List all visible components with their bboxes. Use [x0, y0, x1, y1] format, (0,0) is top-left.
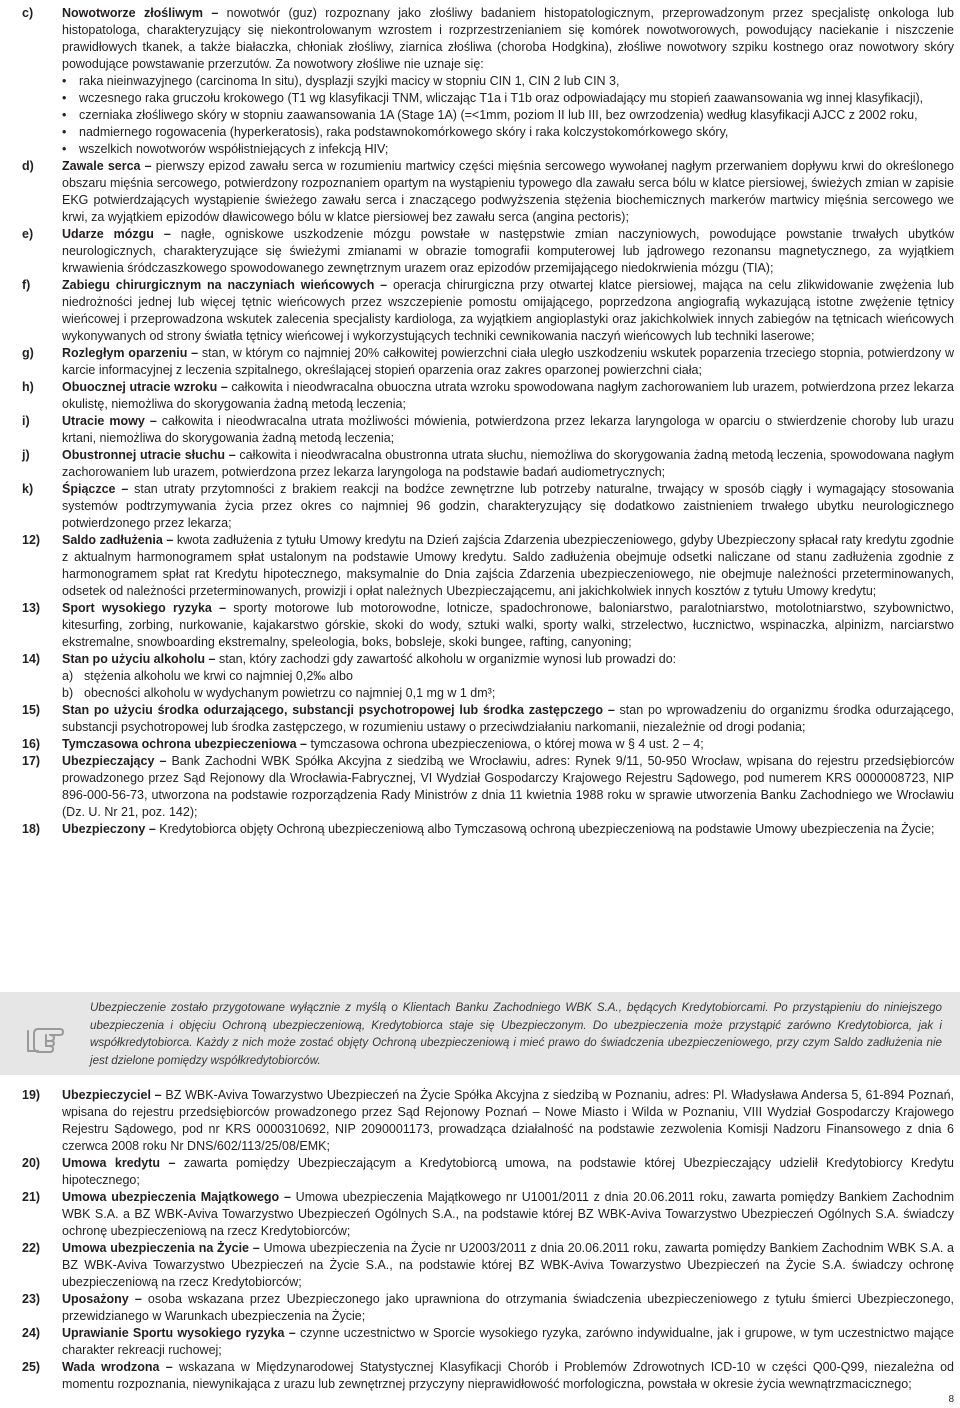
page-number: 8	[948, 1394, 954, 1405]
definition-13: 13) Sport wysokiego ryzyka – sporty motorowe lub motorowodne, lotnicze, spadochronowe, baloniarstwo, paralotniarstwo, motolotniarstwo, szybownictwo, kitesurfing, zorbing, nurkowanie, kajakarstwo górskie, skoki do wody, sztuki walki, sporty walki, strzelectwo, łucznictwo, wspinaczka, alpinizm, narciarstwo ekstremalne, snowboarding ekstremalny, speleologia, boks, bobsleje, skoki bungee, rafting, canyoning;	[22, 601, 954, 649]
definition-e: e) Udarze mózgu – nagłe, ogniskowe uszkodzenie mózgu powstałe w następstwie zmian naczyniowych, powodujące powstanie trwałych ubytków neurologicznych, charakteryzujące się świeżymi zmianami w obrazie tomografii komputerowej lub jądrowego rezonansu magnetycznego, za wyjątkiem krwawienia śródczaszkowego spowodowanego zewnętrznym urazem oraz epizodów przemijającego niedokrwienia mózgu (TIA);	[22, 227, 954, 275]
definition-12: 12) Saldo zadłużenia – kwota zadłużenia z tytułu Umowy kredytu na Dzień zajścia Zdarzenia ubezpieczeniowego, gdyby Ubezpieczony spłacał raty kredytu zgodnie z aktualnym harmonogramem spłat ustalonym na podstawie Umowy kredytu. Saldo zadłużenia obejmuje odsetki naliczane od stanu zadłużenia zgodnie z harmonogramem spłat rat Kredytu hipotecznego, maksymalnie do Dnia zajścia Zdarzenia ubezpieczeniowego, nie obejmuje należności przeterminowanych, odsetek od należności przeterminowanych, prowizji i opłat należnych Ubezpieczającemu, ani jakichkolwiek innych kosztów z tytułu Umowy kredytu;	[22, 533, 954, 598]
definition-22: 22) Umowa ubezpieczenia na Życie – Umowa ubezpieczenia na Życie nr U2003/2011 z dnia 20.06.2011 roku, zawarta pomiędzy Bankiem Zachodnim WBK S.A. a BZ WBK-Aviva Towarzystwo Ubezpieczeń na Życie S.A., na podstawie której BZ WBK-Aviva Towarzystwo Ubezpieczeń na Życie S.A. świadczy ochronę ubezpieczeniową na rzecz Kredytobiorców;	[22, 1241, 954, 1289]
definition-24: 24) Uprawianie Sportu wysokiego ryzyka – czynne uczestnictwo w Sporcie wysokiego ryzyka, zarówno indywidualne, jak i grupowe, w tym uczestnictwo mające charakter rekreacji ruchowej;	[22, 1326, 954, 1357]
definition-23: 23) Uposażony – osoba wskazana przez Ubezpieczonego jako uprawniona do otrzymania świadczenia ubezpieczeniowego z tytułu śmierci Ubezpieczonego, przewidzianego w Warunkach ubezpieczenia na Życie;	[22, 1292, 954, 1323]
definition-c	[22, 5, 954, 158]
definition-21: 21) Umowa ubezpieczenia Majątkowego – Umowa ubezpieczenia Majątkowego nr U1001/2011 z dnia 20.06.2011 roku, zawarta pomiędzy Bankiem Zachodnim WBK S.A. a BZ WBK-Aviva Towarzystwo Ubezpieczeń Ogólnych S.A., na podstawie której BZ WBK-Aviva Towarzystwo Ubezpieczeń Ogólnych S.A. świadczy ochronę ubezpieczeniową na rzecz Kredytobiorców;	[22, 1190, 954, 1238]
definition-16: 16) Tymczasowa ochrona ubezpieczeniowa – tymczasowa ochrona ubezpieczeniowa, o której mowa w § 4 ust. 2 – 4;	[22, 737, 704, 751]
definition-k: k) Śpiączce – stan utraty przytomności z brakiem reakcji na bodźce zewnętrzne lub potrzeby naturalne, trwający w sposób ciągły i wymagający stosowania systemów podtrzymywania życia przez okres co najmniej 96 godzin, charakteryzujący się dodatkowo zaistnieniem trwałego ubytku neurologicznego potwierdzonego przez lekarza;	[22, 482, 954, 530]
definition-18: 18) Ubezpieczony – Kredytobiorca objęty Ochroną ubezpieczeniową albo Tymczasową ochroną ubezpieczeniową na podstawie Umowy ubezpieczenia na Życie;	[22, 822, 935, 836]
definition-h: h) Obuocznej utracie wzroku – całkowita i nieodwracalna obuoczna utrata wzroku spowodowana nagłym zachorowaniem lub urazem, potwierdzona przez lekarza okulistę, niemożliwa do skorygowania żadną metodą leczenia;	[22, 380, 954, 411]
list-item: a) stężenia alkoholu we krwi co najmniej 0,2‰ albo	[62, 669, 353, 683]
definition-f: f) Zabiegu chirurgicznym na naczyniach wieńcowych – operacja chirurgiczna przy otwartej klatce piersiowej, mająca na celu zlikwidowanie zwężenia lub niedrożności jednej lub więcej tętnic wieńcowych przez wszczepienie pomostu omijającego, poprzedzona angiografią wykazującą istotne zwężenie tętnicy wieńcowej i przeprowadzona wskutek zalecenia specjalisty kardiologa, za wyjątkiem angioplastyki oraz jakichkolwiek innych zabiegów na tętnicach wieńcowych wykonywanych od strony światła tętnicy wieńcowej i wykorzystujących techniki cewnikowania naczyń wieńcowych lub techniki laserowe;	[22, 278, 954, 343]
list-item: • raka nieinwazyjnego (carcinoma In situ), dysplazji szyjki macicy w stopniu CIN 1, CIN 2 lub CIN 3,	[62, 74, 620, 88]
pointing-hand-icon	[24, 1017, 64, 1057]
info-note-box	[0, 992, 960, 1075]
definition-20: 20) Umowa kredytu – zawarta pomiędzy Ubezpieczającym a Kredytobiorcą umowa, na podstawie której Ubezpieczający udzielił Kredytobiorcy Kredytu hipotecznego;	[22, 1156, 954, 1187]
entry-term: Nowotworze złośliwym –	[62, 6, 219, 20]
list-item: • wszelkich nowotworów współistniejących z infekcją HIV;	[62, 142, 389, 156]
definitions-top	[22, 5, 954, 838]
note-text: Ubezpieczenie zostało przygotowane wyłącznie z myślą o Klientach Banku Zachodniego WBK S.A., będących Kredytobiorcami. Po przystąpieniu do niniejszego ubezpieczenia i objęciu Ochroną ubezpieczeniową, Kredytobiorca staje się Ubezpieczonym. Do ubezpieczenia może przystąpić zarówno Kredytobiorca, jak i współkredytobiorca. Każdy z nich może zostać objęty Ochroną ubezpieczeniową i mieć prawo do świadczenia ubezpieczeniowego, przy czym Saldo zadłużenia nie jest dzielone pomiędzy współkredytobiorców.	[90, 1001, 942, 1067]
definition-14: 14) Stan po użyciu alkoholu – stan, który zachodzi gdy zawartość alkoholu w organizmie wynosi lub prowadzi do: a) stężenia alkoholu we krwi co najmniej 0,2‰ albo b) obecności alkoholu w wydychanym powietrzu co najmniej 0,1 mg w 1 dm³;	[22, 651, 954, 702]
list-item: b) obecności alkoholu w wydychanym powietrzu co najmniej 0,1 mg w 1 dm³;	[62, 686, 496, 700]
list-item: • wczesnego raka gruczołu krokowego (T1 wg klasyfikacji TNM, wliczając T1a i T1b oraz odpowiadający mu stopień zaawansowania wg innej klasyfikacji),	[62, 91, 924, 105]
definition-i: i) Utracie mowy – całkowita i nieodwracalna utrata możliwości mówienia, potwierdzona przez lekarza laryngologa w oparciu o stwierdzenie choroby lub urazu krtani, niemożliwa do skorygowania żadną metodą leczenia;	[22, 414, 954, 445]
entry-text: nowotwór (guz) rozpoznany jako złośliwy badaniem histopatologicznym, przeprowadzonym przez specjalistę onkologa lub histopatologa, charakteryzujący się niekontrolowanym wzrostem i rozprzestrzenianiem się komórek nowotworowych, powodujący naciekanie i niszczenie prawidłowych tkanek, a także białaczka, chłoniak złośliwy, ziarnica złośliwa (choroba Hodgkina), złośliwe nowotwory szpiku kostnego oraz nowotwory skóry powodujące powstawanie przerzutów. Za nowotwory złośliwe nie uznaje się:	[62, 6, 954, 71]
definitions-bottom	[22, 1087, 954, 1393]
definition-25: 25) Wada wrodzona – wskazana w Międzynarodowej Statystycznej Klasyfikacji Chorób i Problemów Zdrowotnych ICD-10 w części Q00-Q99, niezależna od momentu rozpoznania, niewynikająca z urazu lub zewnętrznej przyczyny nieprawidłowość morfologiczna, powstała w okresie życia wewnątrzmacicznego;	[22, 1360, 954, 1391]
definition-17: 17) Ubezpieczający – Bank Zachodni WBK Spółka Akcyjna z siedzibą we Wrocławiu, adres: Rynek 9/11, 50-950 Wrocław, wpisana do rejestru przedsiębiorców prowadzonego przez Sąd Rejonowy dla Wrocławia-Fabrycznej, VI Wydział Gospodarczy Krajowego Rejestru Sądowego, pod numerem KRS 0000008723, NIP 896-000-56-73, utworzona na podstawie rozporządzenia Rady Ministrów z dnia 11 kwietnia 1988 roku w sprawie utworzenia Banku Zachodniego we Wrocławiu (Dz. U. Nr 21, poz. 142);	[22, 754, 954, 819]
list-item: • nadmiernego rogowacenia (hyperkeratosis), raka podstawnokomórkowego skóry i raka kolczystokomórkowego skóry,	[62, 125, 729, 139]
definition-g: g) Rozległym oparzeniu – stan, w którym co najmniej 20% całkowitej powierzchni ciała uległo uszkodzeniu wskutek poparzenia trzeciego stopnia, potwierdzony w karcie informacyjnej z leczenia szpitalnego, określającej stopień oparzenia oraz zakres oparzonej powierzchni ciała;	[22, 346, 954, 377]
entry-number: c)	[22, 6, 34, 20]
list-item: • czerniaka złośliwego skóry w stopniu zaawansowania 1A (Stage 1A) (=<1mm, poziom II lub III, bez owrzodzenia) według klasyfikacji AJCC z 2002 roku,	[62, 108, 918, 122]
definition-j: j) Obustronnej utracie słuchu – całkowita i nieodwracalna obustronna utrata słuchu, niemożliwa do skorygowania żadną metodą leczenia, spowodowana nagłym zachorowaniem lub urazem, potwierdzona przez lekarza laryngologa na podstawie badań audiometrycznych;	[22, 448, 955, 479]
definition-15: 15) Stan po użyciu środka odurzającego, substancji psychotropowej lub środka zastępczego – stan po wprowadzeniu do organizmu środka odurzającego, substancji psychotropowej lub środka zastępczego, w rozumieniu ustawy o przeciwdziałaniu narkomanii, niezależnie od drogi podania;	[22, 703, 954, 734]
definition-19: 19) Ubezpieczyciel – BZ WBK-Aviva Towarzystwo Ubezpieczeń na Życie Spółka Akcyjna z siedzibą w Poznaniu, adres: Pl. Władysława Andersa 5, 61-894 Poznań, wpisana do rejestru przedsiębiorców prowadzonego przez Sąd Rejonowy Poznań – Nowe Miasto i Wilda w Poznaniu, VIII Wydział Gospodarczy Krajowego Rejestru Sądowego, pod nr KRS 0000310692, NIP 2090001173, prowadząca działalność na podstawie zezwolenia Komisji Nadzoru Finansowego z dnia 6 czerwca 2008 roku Nr DNS/602/113/25/08/EMK;	[22, 1088, 955, 1153]
definition-d: d) Zawale serca – pierwszy epizod zawału serca w rozumieniu martwicy części mięśnia sercowego wywołanej nagłym przerwaniem dopływu krwi do określonego obszaru mięśnia sercowego, potwierdzony rozpoznaniem opartym na wystąpieniu typowego dla zawału serca bólu w klatce piersiowej, świeżych zmian w zapisie EKG potwierdzających wystąpienie świeżego zawału serca i znaczącego podwyższenia stężenia biochemicznych markerów martwicy mięśnia sercowego we krwi, za wyjątkiem epizodów dławicowego bólu w klatce piersiowej bez zawału serca (angina pectoris);	[22, 159, 954, 224]
